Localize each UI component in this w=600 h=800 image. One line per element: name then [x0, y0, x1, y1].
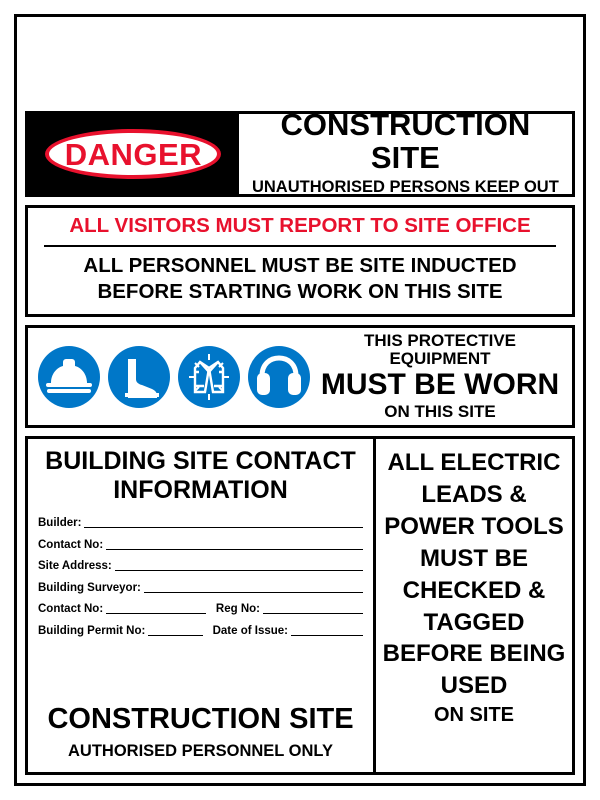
field-permit-no-and-date: [38, 624, 363, 637]
ppe-notice-block: [25, 325, 575, 428]
danger-banner: [25, 107, 575, 197]
electric-leads-panel: [376, 439, 572, 772]
electric-line: USED: [440, 672, 508, 700]
contact-fields: [38, 516, 363, 645]
building-site-contact-panel: [28, 439, 376, 772]
sign-border: [14, 14, 586, 786]
electric-line: ALL ELECTRIC: [387, 449, 561, 477]
safety-boot-icon: [108, 346, 170, 408]
visitors-notice-block: [25, 205, 575, 317]
blank-header-area: [25, 25, 575, 111]
field-write-line[interactable]: [106, 602, 206, 614]
danger-badge-label: DANGER: [64, 136, 203, 172]
danger-text-panel: [239, 107, 572, 197]
danger-badge-panel: [28, 114, 239, 194]
field-label: Building Permit No:: [38, 624, 146, 637]
field-label: Contact No:: [38, 538, 104, 551]
high-visibility-vest-icon: [178, 346, 240, 408]
field-label-secondary: Reg No:: [215, 603, 260, 616]
ppe-icon-group: [34, 346, 310, 408]
ear-protection-icon: [248, 346, 310, 408]
contact-title-line-1: BUILDING SITE CONTACT: [45, 447, 356, 476]
field-write-line[interactable]: [115, 559, 363, 571]
induction-line-1: ALL PERSONNEL MUST BE SITE INDUCTED: [83, 253, 517, 277]
electric-line: TAGGED: [423, 608, 525, 636]
divider-rule: [44, 245, 556, 247]
contact-title-line-2: INFORMATION: [113, 475, 288, 504]
field-label: Site Address:: [38, 560, 112, 573]
field-builder: [38, 516, 363, 529]
field-write-line[interactable]: [106, 538, 363, 550]
danger-title: CONSTRUCTION SITE: [280, 107, 531, 175]
electric-line: CHECKED &: [402, 576, 546, 604]
ppe-line-1: THIS PROTECTIVE EQUIPMENT: [363, 331, 517, 368]
field-site-address: [38, 559, 363, 572]
field-label: Contact No:: [38, 603, 104, 616]
contact-footer-subtitle: AUTHORISED PERSONNEL ONLY: [68, 741, 333, 760]
ppe-line-2: MUST BE WORN: [320, 367, 560, 401]
field-label-secondary: Date of Issue:: [212, 624, 288, 637]
ppe-line-3: ON THIS SITE: [384, 402, 496, 422]
electric-line: ON SITE: [433, 704, 514, 727]
field-write-line[interactable]: [144, 581, 363, 593]
field-write-line[interactable]: [84, 516, 363, 528]
electric-line: POWER TOOLS: [384, 512, 564, 540]
bottom-block: [25, 436, 575, 775]
field-label: Building Surveyor:: [38, 581, 141, 594]
hard-hat-icon: [38, 346, 100, 408]
field-label: Builder:: [38, 517, 82, 530]
danger-badge: [45, 129, 221, 179]
field-write-line-secondary[interactable]: [291, 624, 363, 636]
field-write-line[interactable]: [148, 624, 202, 636]
electric-line: LEADS &: [421, 480, 527, 508]
electric-line: MUST BE: [420, 544, 528, 572]
induction-line-2: BEFORE STARTING WORK ON THIS SITE: [97, 279, 503, 303]
field-contact-no: [38, 538, 363, 551]
contact-footer: [38, 704, 363, 766]
ppe-text-panel: [310, 332, 566, 421]
field-building-surveyor: [38, 581, 363, 594]
visitors-report-line: ALL VISITORS MUST REPORT TO SITE OFFICE: [69, 214, 531, 237]
electric-line: BEFORE BEING: [382, 640, 566, 668]
field-write-line-secondary[interactable]: [263, 602, 363, 614]
contact-footer-title: CONSTRUCTION SITE: [47, 702, 354, 735]
field-contact-no-and-reg-no: [38, 602, 363, 615]
danger-subtitle: UNAUTHORISED PERSONS KEEP OUT: [251, 178, 559, 197]
